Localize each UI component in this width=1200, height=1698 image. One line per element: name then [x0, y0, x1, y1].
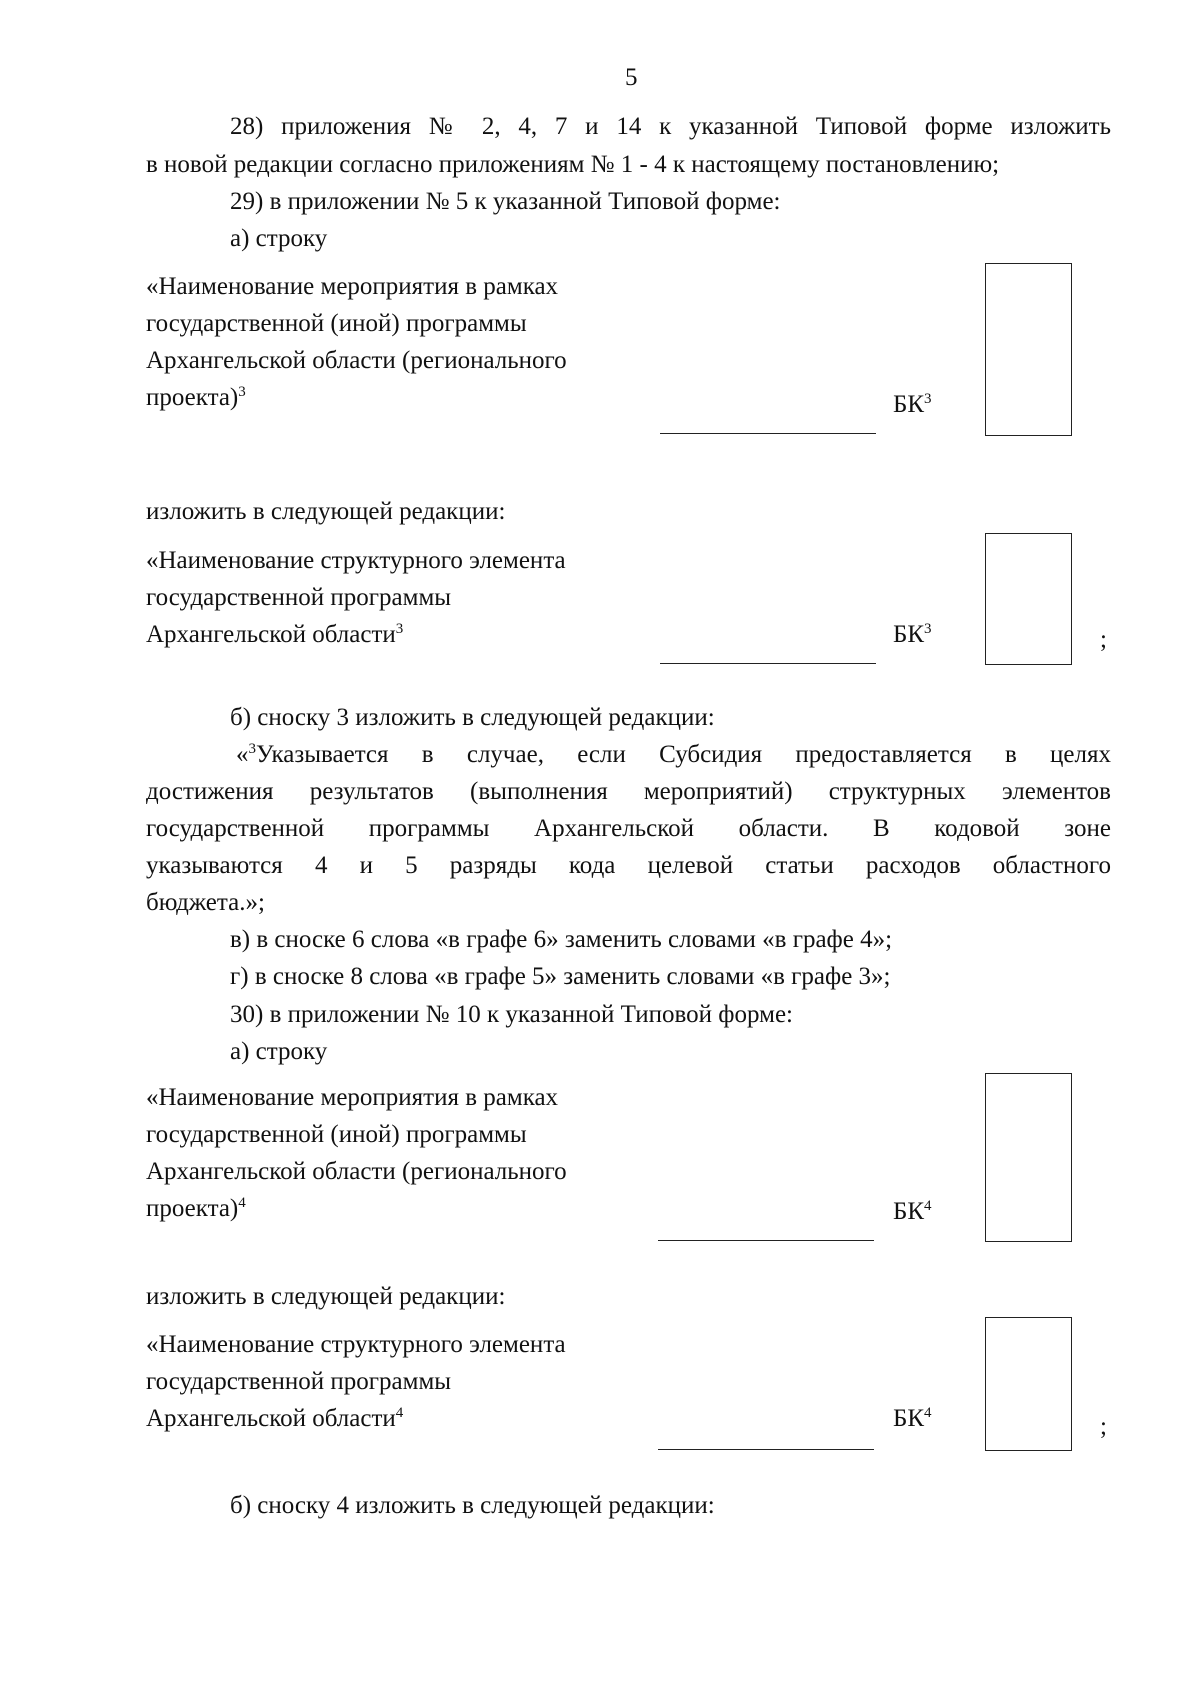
item-29-b: б) сноску 3 изложить в следующей редакции: — [230, 704, 715, 731]
old-field-line-3: Архангельской области (регионального — [146, 347, 567, 374]
blank-line — [660, 663, 876, 664]
blank-line — [658, 1449, 874, 1450]
item-28-line-1: 28) приложения № 2, 4, 7 и 14 к указанной Типовой форме изложить — [230, 113, 1111, 140]
blank-line — [658, 1240, 874, 1241]
page-number: 5 — [625, 64, 638, 91]
code-box — [985, 263, 1072, 436]
bk-label: $БК^4$ — [893, 1405, 932, 1432]
old-field-line-1: «Наименование мероприятия в рамках — [146, 1084, 559, 1111]
old-field-line-2: государственной (иной) программы — [146, 310, 527, 337]
semicolon: ; — [1100, 626, 1107, 653]
new-field-line-1: «Наименование структурного элемента — [146, 1331, 566, 1358]
item-30-a: а) строку — [230, 1038, 328, 1065]
item-29: 29) в приложении № 5 к указанной Типовой форме: — [230, 188, 781, 215]
code-box — [985, 533, 1072, 665]
item-30-b: б) сноску 4 изложить в следующей редакции: — [230, 1492, 715, 1519]
footnote-3-line-4: указываются 4 и 5 разряды кода целевой статьи расходов областного — [146, 852, 1111, 879]
item-28-line-2: в новой редакции согласно приложениям № 1 - 4 к настоящему постановлению; — [146, 151, 1000, 178]
new-field-line-2: государственной программы — [146, 1368, 452, 1395]
bk-label: $БК^3$ — [893, 621, 932, 648]
bk-label: $БК^3$ — [893, 391, 932, 418]
new-field-line-3: Архангельской области$^3$ — [146, 621, 404, 648]
item-29-v: в) в сноске 6 слова «в графе 6» заменить словами «в графе 4»; — [230, 926, 893, 953]
old-field-line-3: Архангельской области (регионального — [146, 1158, 567, 1185]
item-29-a: а) строку — [230, 225, 328, 252]
bk-label: $БК^4$ — [893, 1198, 932, 1225]
new-field-line-2: государственной программы — [146, 584, 452, 611]
old-field-line-4: проекта)$^3$ — [146, 384, 246, 411]
footnote-3-line-3: государственной программы Архангельской области. В кодовой зоне — [146, 815, 1111, 842]
replace-label: изложить в следующей редакции: — [146, 1283, 506, 1310]
old-field-line-4: проекта)$^4$ — [146, 1195, 246, 1222]
code-box — [985, 1073, 1072, 1242]
code-box — [985, 1317, 1072, 1451]
footnote-3-line-5: бюджета.»; — [146, 889, 265, 916]
old-field-line-2: государственной (иной) программы — [146, 1121, 527, 1148]
new-field-line-3: Архангельской области$^4$ — [146, 1405, 404, 1432]
old-field-line-1: «Наименование мероприятия в рамках — [146, 273, 559, 300]
blank-line — [660, 433, 876, 434]
footnote-3-line-2: достижения результатов (выполнения мероприятий) структурных элементов — [146, 778, 1111, 805]
footnote-3-line-1: «$^3$Указывается в случае, если Субсидия предоставляется в целях — [236, 741, 1111, 768]
semicolon: ; — [1100, 1413, 1107, 1440]
replace-label: изложить в следующей редакции: — [146, 498, 506, 525]
item-29-g: г) в сноске 8 слова «в графе 5» заменить словами «в графе 3»; — [230, 963, 891, 990]
new-field-line-1: «Наименование структурного элемента — [146, 547, 566, 574]
item-30: 30) в приложении № 10 к указанной Типовой форме: — [230, 1001, 793, 1028]
